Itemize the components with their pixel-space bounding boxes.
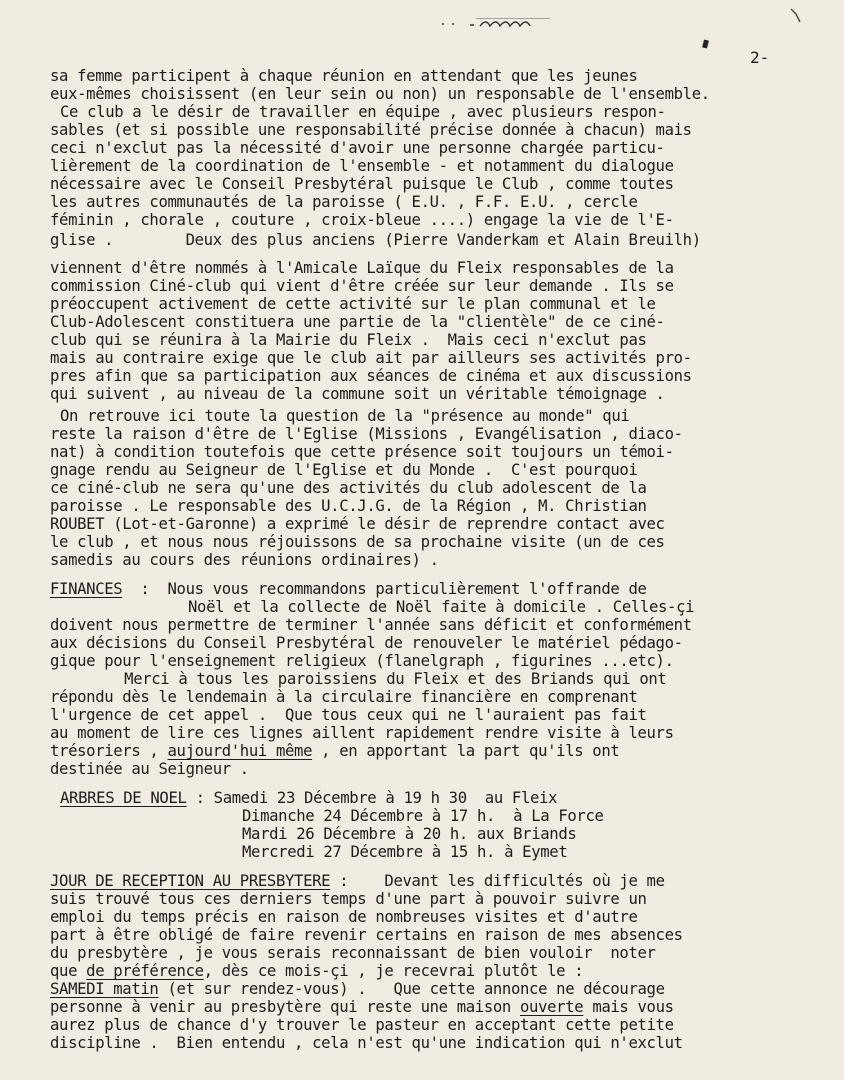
text-fragment: : Devant les difficultés où je me [330,872,665,890]
text-line: du presbytère , je vous serais reconnaissant de bien vouloir noter [50,944,656,962]
emphasis-samedi: SAMEDI matin [50,980,159,998]
emphasis-today: aujourd'hui même [167,742,313,760]
text-fragment: , en apportant la part qu'ils ont [312,742,620,760]
text-line: sa femme participent à chaque réunion en attendant que les jeunes [50,67,638,85]
arbres-row [60,789,557,807]
text-line: pres afin que sa participation aux séances de cinéma et aux discussions [50,367,692,385]
text-line: aurez plus de chance d'y trouver le pasteur en acceptant cette petite [50,1016,674,1034]
emphasis-preference: de préférence [86,962,204,980]
text-line [50,980,665,998]
text-line: mais au contraire exige que le club ait par ailleurs ses activités pro- [50,349,692,367]
text-line: On retrouve ici toute la question de la "présence au monde" qui [60,407,630,425]
text-line: Club-Adolescent constituera une partie de la "clientèle" de ce ciné- [50,313,665,331]
text-line [50,962,583,980]
text-line: Merci à tous les paroissiens du Fleix et des Briands qui ont [88,670,667,688]
text-line: gnage rendu au Seigneur de l'Eglise et du Monde . C'est pourquoi [50,461,638,479]
text-line: eux-mêmes choisissent (en leur sein ou non) un responsable de l'ensemble. [50,85,710,103]
text-line: Noël et la collecte de Noël faite à domicile . Celles-çi [188,598,695,616]
text-fragment: personne à venir au presbytère qui reste une maison [50,998,520,1016]
ink-tick [790,8,802,24]
text-line: répondu dès le lendemain à la circulaire financière en comprenant [50,688,638,706]
text-line: doivent nous permettre de terminer l'année sans déficit et conformément [50,616,692,634]
reception-heading: JOUR DE RECEPTION AU PRESBYTERE [50,872,331,890]
text-line: viennent d'être nommés à l'Amicale Laïque du Fleix responsables de la [50,259,674,277]
text-line: ROUBET (Lot-et-Garonne) a exprimé le désir de reprendre contact avec [50,515,665,533]
text-line: discipline . Bien entendu , cela n'est qu'une indication qui n'exclut [50,1034,683,1052]
text-line: aux décisions du Conseil Presbytéral de renouveler le matériel pédago- [50,634,683,652]
text-fragment: que [50,962,87,980]
text-line: Ce club a le désir de travailler en équipe , avec plusieurs respon- [60,103,666,121]
text-line: part à être obligé de faire revenir certains en raison de mes absences [50,926,683,944]
schedule-row: Mardi 26 Décembre à 20 h. aux Briands [242,825,577,843]
text-fragment: , dès ce mois-çi , je recevrai plutôt le : [203,962,584,980]
schedule-row: : Samedi 23 Décembre à 19 h 30 au Fleix [186,789,558,807]
text-line: destinée au Seigneur . [50,760,249,778]
text-line: l'urgence de cet appel . Que tous ceux qui ne l'auraient pas fait [50,706,647,724]
text-fragment: trésoriers , [50,742,168,760]
text-line: ceci n'exclut pas la nécessité d'avoir une personne chargée particu- [50,139,665,157]
text-line: le club , et nous nous réjouissons de sa prochaine visite (un de ces [50,533,665,551]
arbres-heading: ARBRES DE NOEL [60,789,187,807]
text-line: club qui se réunira à la Mairie du Fleix . Mais ceci n'exclut pas [50,331,647,349]
finances-section [50,580,647,598]
text-line: nat) à condition toutefois que cette présence soit toujours un témoi- [50,443,674,461]
text-line: préoccupent activement de cette activité sur le plan communal et le [50,295,656,313]
schedule-row: Dimanche 24 Décembre à 17 h. à La Force [242,807,604,825]
emphasis-ouverte: ouverte [520,998,584,1016]
text-fragment: (et sur rendez-vous) . Que cette annonce ne décourage [158,980,665,998]
text-line: au moment de lire ces lignes aillent rapidement rendre visite à leurs [50,724,674,742]
text-line: féminin , chorale , couture , croix-bleue ....) engage la vie de l'E- [50,211,674,229]
ink-mark [702,39,709,48]
text-line: : Nous vous recommandons particulièrement l'offrande de [122,580,647,598]
text-line [50,998,674,1016]
finances-heading: FINANCES [50,580,123,598]
text-line: commission Ciné-club qui vient d'être créée sur leur demande . Ils se [50,277,674,295]
text-line: gique pour l'enseignement religieux (flanelgraph , figurines ...etc). [50,652,674,670]
reception-section [50,872,665,890]
text-line: glise . Deux des plus anciens (Pierre Vanderkam et Alain Breuilh) [50,231,701,249]
schedule-row: Mercredi 27 Décembre à 15 h. à Eymet [242,843,568,861]
text-fragment: mais vous [583,998,674,1016]
text-line: les autres communautés de la paroisse ( E.U. , F.F. E.U. , cercle [50,193,638,211]
page-number: 2- [750,48,770,67]
text-line: nécessaire avec le Conseil Presbytéral puisque le Club , comme toutes [50,175,674,193]
text-line: qui suivent , au niveau de la commune soit un véritable témoignage . [50,385,665,403]
ink-scribble [440,18,560,28]
text-line: paroisse . Le responsable des U.C.J.G. de la Région , M. Christian [50,497,647,515]
text-line: emploi du temps précis en raison de nombreuses visites et d'autre [50,908,638,926]
text-line: sables (et si possible une responsabilité précise donnée à chacun) mais [50,121,692,139]
text-line: reste la raison d'être de l'Eglise (Missions , Evangélisation , diaco- [50,425,683,443]
text-line: suis trouvé tous ces derniers temps d'une part à pouvoir suivre un [50,890,647,908]
text-line: ce ciné-club ne sera qu'une des activités du club adolescent de la [50,479,647,497]
text-line: samedis au cours des réunions ordinaires) . [50,551,439,569]
text-line [50,742,619,760]
text-line: lièrement de la coordination de l'ensemble - et notamment du dialogue [50,157,674,175]
